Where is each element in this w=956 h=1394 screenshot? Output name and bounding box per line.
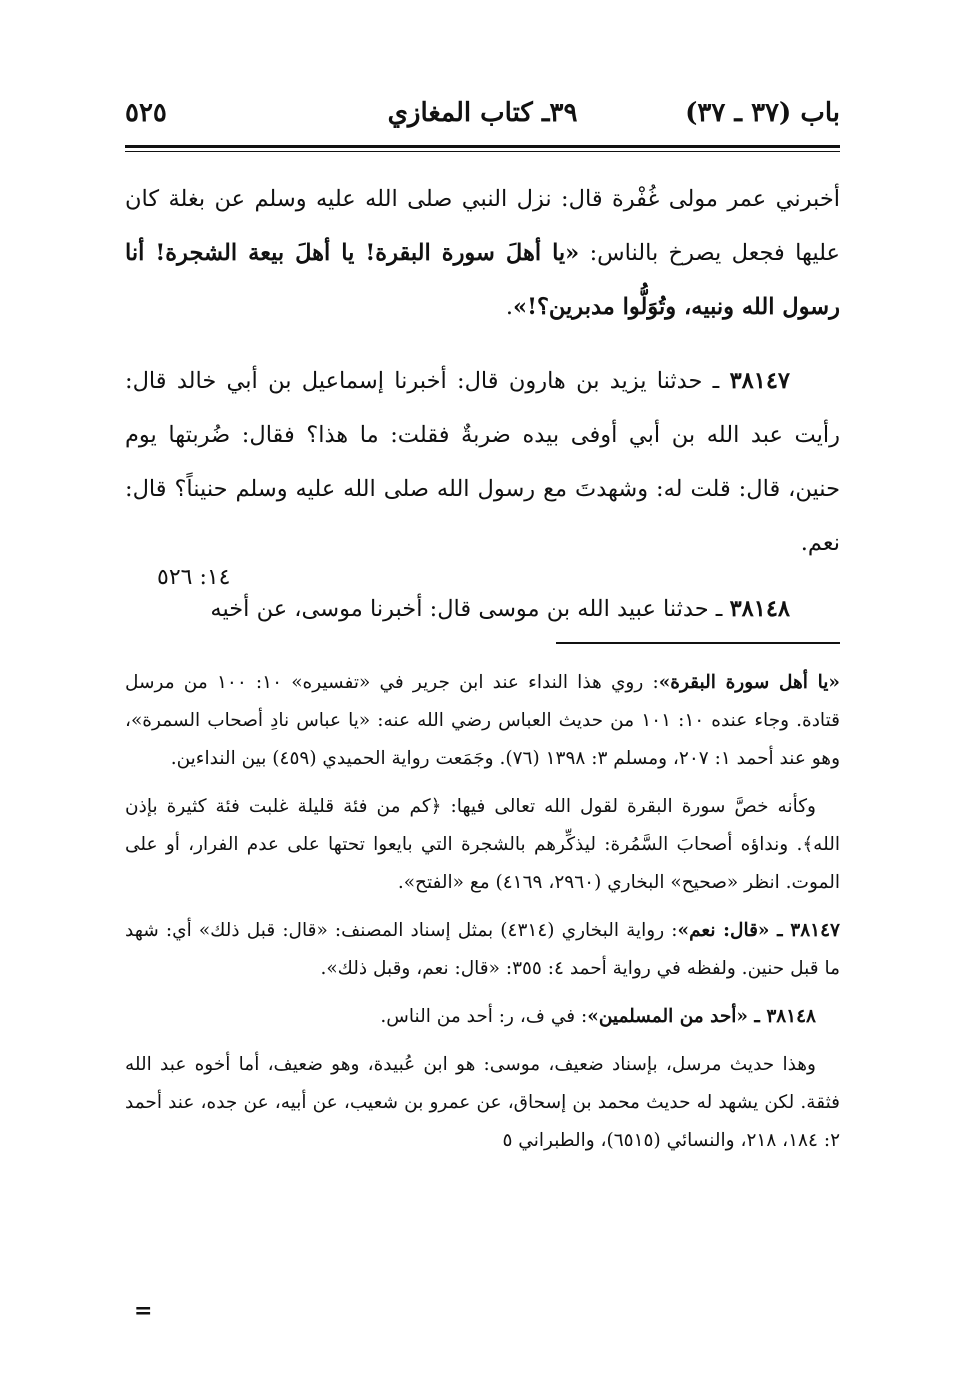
hadith-continuation [125, 172, 840, 334]
page-header [125, 92, 840, 142]
footnote-lead: ـ «قال: نعم» [677, 920, 791, 941]
hadith-text: ـ حدثنا يزيد بن هارون قال: أخبرنا إسماعيل بن أبي خالد قال: رأيت عبد الله بن أبي أوفى بيده ضربةٌ فقلت: ما هذا؟ فقال: ضُربتها يوم حنين، قال: قلت له: وشهدتَ مع رسول الله صلى الله عليه وسلم حنيناً؟ قال: نعم. [125, 368, 840, 556]
footnote-text: : رواية البخاري (٤٣١٤) بمثل إسناد المصنف: «قال: قبل ذلك» أي: شهد ما قبل حنين. ولفظه في رواية أحمد ٤: ٣٥٥: «قال: نعم، وقبل ذلك». [125, 920, 840, 979]
prophet-call-quote: «يا أهلَ سورة البقرة! يا أهلَ بيعة الشجرة! أنا رسول الله ونبيه، وتُوَلُّوا مدبرين؟!» [125, 240, 840, 320]
narration-text: أخبرني عمر مولى غُفْرة قال: نزل النبي صلى الله عليه وسلم عن بغلة كان عليها فجعل يصرخ بالناس: [125, 186, 840, 266]
footnote-number: ٣٨١٤٨ [766, 1006, 816, 1027]
hadith-text: ـ حدثنا عبيد الله بن موسى قال: أخبرنا موسى، عن أخيه [210, 596, 730, 622]
book-title: ٣٩ـ كتاب المغازي [387, 98, 578, 128]
footnote-38147 [125, 912, 840, 988]
footnote-lead: «يا أهل سورة البقرة» [658, 672, 840, 693]
hadith-38148 [125, 582, 840, 636]
main-text [125, 172, 840, 648]
continuation-mark: = [134, 1298, 153, 1324]
footnote-text: وكأنه خصَّ سورة البقرة لقول الله تعالى فيها: ﴿كم من فئة قليلة غلبت فئة كثيرة بإذن الله﴾. ونداؤه أصحابَ السَّمُرة: ليذكِّرهم بالشجرة التي بايعوا تحتها على عدم الفرار، أو على الموت. انظر «صحيح» البخاري (٢٩٦٠، ٤١٦٩) مع «الفتح». [125, 796, 840, 893]
footnote-2 [125, 788, 840, 902]
header-rule [125, 145, 840, 148]
footnote-text: وهذا حديث مرسل، بإسناد ضعيف، موسى: هو ابن عُبيدة، وهو ضعيف، أما أخوه عبد الله فثقة. لكن يشهد له حديث محمد بن إسحاق، عن عمرو بن شعيب، عن أبيه، عن جده، عند أحمد ٢: ١٨٤، ٢١٨، والنسائي (٦٥١٥)، والطبراني ٥ [125, 1054, 840, 1151]
hadith-number: ٣٨١٤٧ [729, 368, 790, 394]
hadith-38147 [125, 354, 840, 570]
hadith-number: ٣٨١٤٨ [729, 596, 790, 622]
footnote-number: ٣٨١٤٧ [790, 920, 840, 941]
footnote-text: : روي هذا النداء عند ابن جرير في «تفسيره» ١٠: ١٠٠ من مرسل قتادة. وجاء عنده ١٠: ١٠١ من حديث العباس رضي الله عنه: «يا عباس نادِ أصحاب السمرة»، وهو عند أحمد ١: ٢٠٧، ومسلم ٣: ١٣٩٨ (٧٦). وجَمَعت رواية الحميدي (٤٥٩) بين النداءين. [125, 672, 840, 769]
margin-reference: ١٤: ٥٢٦ [157, 565, 231, 590]
chapter-reference: باب (٣٧ ـ ٣٧) [685, 98, 840, 128]
footnote-38148 [125, 998, 840, 1036]
sentence-end: . [505, 294, 514, 320]
footnote-separator [556, 642, 840, 644]
footnote-5 [125, 1046, 840, 1160]
footnote-text: : في ف، ر: أحد من الناس. [380, 1006, 588, 1027]
page-number: ٥٢٥ [125, 98, 167, 128]
footnote-1 [125, 664, 840, 778]
footnotes [125, 664, 840, 1170]
footnote-lead: ـ «أحد من المسلمين» [587, 1006, 767, 1027]
